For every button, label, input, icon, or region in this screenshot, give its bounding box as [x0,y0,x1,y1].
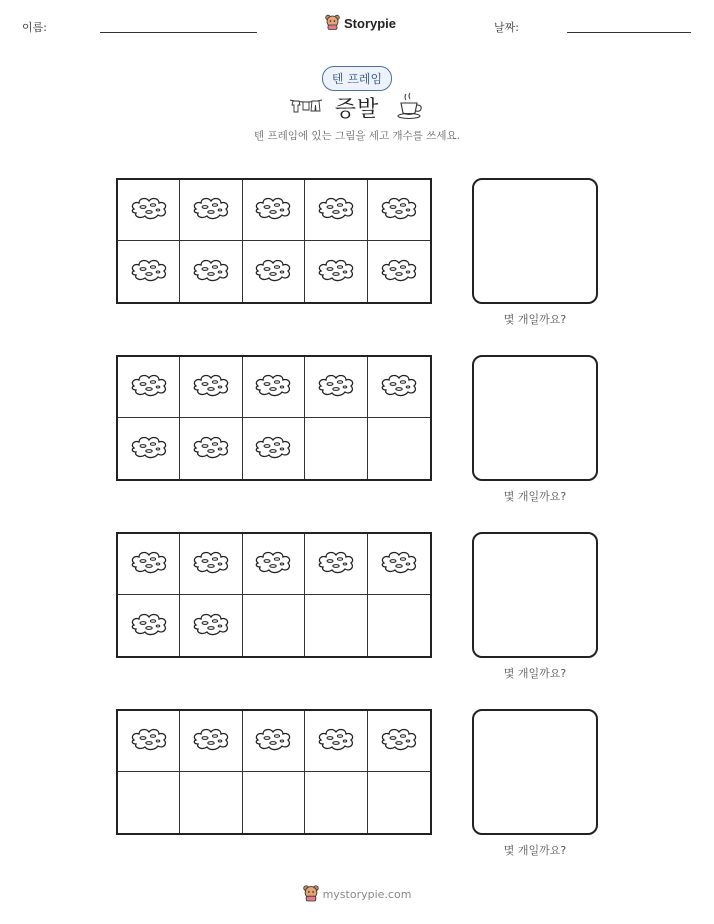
puddle-icon [190,725,232,757]
ten-frame-cell [305,180,367,241]
answer-box-4[interactable] [472,709,598,835]
puddle-icon [190,610,232,642]
ten-frame-cell [243,180,305,241]
ten-frame-cell [180,418,242,479]
puddle-icon [128,725,170,757]
ten-frame-cell [180,595,242,656]
ten-frame-3 [116,532,432,658]
puddle-icon [128,548,170,580]
worksheet-title: 증발 [334,97,380,122]
puddle-icon [128,610,170,642]
puddle-icon [128,371,170,403]
brand-logo [325,14,396,33]
puddle-icon [190,433,232,465]
puddle-icon [378,548,420,580]
puddle-icon [252,194,294,226]
answer-box-1[interactable] [472,178,598,304]
puddle-icon [315,371,357,403]
puddle-icon [315,725,357,757]
ten-frame-cell [243,534,305,595]
ten-frame-cell [305,711,367,772]
ten-frame-cell [118,534,180,595]
ten-frame-cell [243,772,305,833]
puddle-icon [252,433,294,465]
date-field[interactable] [567,32,691,33]
steaming-cup-icon [396,92,424,124]
puddle-icon [378,725,420,757]
ten-frame-cell [118,418,180,479]
date-label: 날짜: [494,21,519,34]
ten-frame-cell [243,711,305,772]
puddle-icon [378,371,420,403]
ten-frame-cell [180,711,242,772]
name-field[interactable] [100,32,257,33]
question-1: 몇 개일까요? [503,313,567,326]
ten-frame-cell [243,595,305,656]
ten-frame-cell [305,772,367,833]
instructions: 텐 프레임에 있는 그림을 세고 개수를 쓰세요. [254,130,460,142]
footer [303,884,412,905]
puddle-icon [128,194,170,226]
puddle-icon [190,256,232,288]
ten-frame-cell [368,534,430,595]
ten-frame-cell [180,772,242,833]
ten-frame-cell [118,772,180,833]
ten-frame-cell [243,357,305,418]
ten-frame-cell [368,595,430,656]
question-2: 몇 개일까요? [503,490,567,503]
question-4: 몇 개일까요? [503,844,567,857]
puddle-icon [252,256,294,288]
puddle-icon [378,194,420,226]
ten-frame-cell [243,241,305,302]
question-3: 몇 개일까요? [503,667,567,680]
answer-box-2[interactable] [472,355,598,481]
ten-frame-cell [180,357,242,418]
puddle-icon [128,433,170,465]
ten-frame-cell [118,180,180,241]
ten-frame-cell [368,711,430,772]
ten-frame-cell [368,418,430,479]
puddle-icon [315,194,357,226]
ten-frame-cell [305,595,367,656]
puddle-icon [315,548,357,580]
ten-frame-cell [180,241,242,302]
bear-mascot-icon [325,14,340,33]
ten-frame-cell [305,418,367,479]
puddle-icon [378,256,420,288]
ten-frame-1 [116,178,432,304]
ten-frame-cell [180,534,242,595]
ten-frame-2 [116,355,432,481]
ten-frame-cell [368,357,430,418]
brand-name: Storypie [344,16,397,31]
ten-frame-cell [118,241,180,302]
ten-frame-cell [243,418,305,479]
puddle-icon [128,256,170,288]
ten-frame-cell [180,180,242,241]
answer-box-3[interactable] [472,532,598,658]
bear-mascot-icon [303,884,319,905]
ten-frame-cell [368,772,430,833]
ten-frame-cell [118,711,180,772]
puddle-icon [252,725,294,757]
ten-frame-cell [118,357,180,418]
ten-frame-cell [368,241,430,302]
puddle-icon [315,256,357,288]
puddle-icon [252,548,294,580]
ten-frame-cell [305,534,367,595]
ten-frame-4 [116,709,432,835]
puddle-icon [252,371,294,403]
ten-frame-cell [305,357,367,418]
category-pill: 텐 프레임 [322,66,392,91]
ten-frame-cell [118,595,180,656]
ten-frame-cell [368,180,430,241]
name-label: 이름: [22,21,47,34]
ten-frame-cell [305,241,367,302]
puddle-icon [190,371,232,403]
puddle-icon [190,194,232,226]
puddle-icon [190,548,232,580]
footer-url: mystorypie.com [322,888,412,901]
